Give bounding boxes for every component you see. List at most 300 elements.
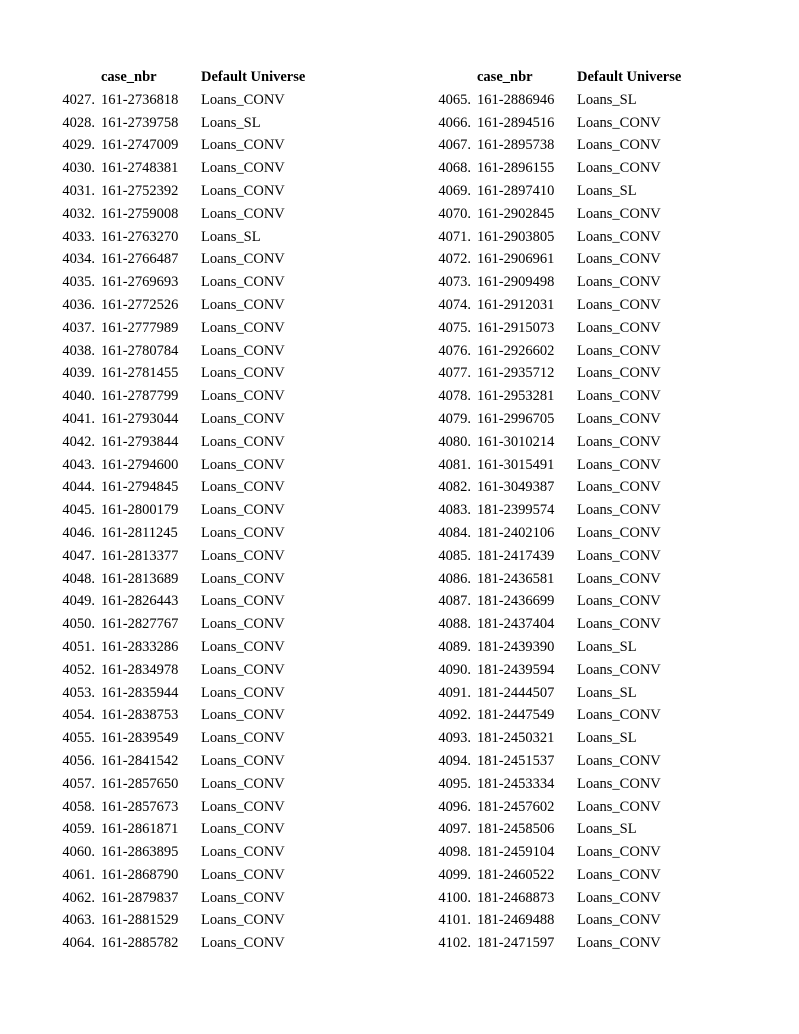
- case-number: 161-2800179: [101, 502, 179, 519]
- default-universe: Loans_SL: [201, 228, 261, 245]
- default-universe: Loans_CONV: [201, 752, 285, 769]
- default-universe: Loans_CONV: [201, 616, 285, 633]
- row-number: 4047.: [62, 547, 95, 564]
- table-row: [0, 362, 380, 385]
- case-number: 161-2906961: [477, 251, 555, 268]
- default-universe: Loans_CONV: [201, 251, 285, 268]
- row-number: 4090.: [438, 661, 471, 678]
- row-number: 4096.: [438, 798, 471, 815]
- table-row: [0, 796, 380, 819]
- case-number: 161-2935712: [477, 365, 555, 382]
- default-universe: Loans_CONV: [577, 228, 661, 245]
- case-number: 161-2996705: [477, 410, 555, 427]
- table-row: [0, 226, 380, 249]
- table-row: [376, 454, 756, 477]
- case-number: 161-2912031: [477, 296, 555, 313]
- row-number: 4070.: [438, 205, 471, 222]
- row-number: 4036.: [62, 296, 95, 313]
- table-row: [376, 568, 756, 591]
- case-number: 181-2439594: [477, 661, 555, 678]
- case-number: 161-2838753: [101, 707, 179, 724]
- row-number: 4076.: [438, 342, 471, 359]
- table-row: [376, 89, 756, 112]
- table-row: [0, 203, 380, 226]
- row-number: 4065.: [438, 91, 471, 108]
- table-row: [0, 841, 380, 864]
- table-row: [0, 727, 380, 750]
- default-universe: Loans_CONV: [577, 570, 661, 587]
- table-row: [376, 408, 756, 431]
- row-number: 4099.: [438, 866, 471, 883]
- default-universe: Loans_CONV: [201, 547, 285, 564]
- table-left: [0, 66, 380, 955]
- row-number: 4049.: [62, 593, 95, 610]
- default-universe: Loans_SL: [577, 730, 637, 747]
- table-row: [376, 682, 756, 705]
- case-number: 181-2447549: [477, 707, 555, 724]
- table-row: [376, 932, 756, 955]
- default-universe: Loans_CONV: [201, 730, 285, 747]
- table-row: [0, 112, 380, 135]
- table-row: [376, 909, 756, 932]
- default-universe: Loans_CONV: [577, 160, 661, 177]
- default-universe: Loans_CONV: [201, 570, 285, 587]
- table-row: [0, 909, 380, 932]
- default-universe: Loans_CONV: [201, 821, 285, 838]
- default-universe: Loans_CONV: [201, 91, 285, 108]
- row-number: 4098.: [438, 844, 471, 861]
- row-number: 4044.: [62, 479, 95, 496]
- row-number: 4048.: [62, 570, 95, 587]
- table-row: [0, 545, 380, 568]
- row-number: 4066.: [438, 114, 471, 131]
- row-number: 4091.: [438, 684, 471, 701]
- case-number: 161-3010214: [477, 433, 555, 450]
- default-universe: Loans_CONV: [201, 593, 285, 610]
- case-number: 161-2811245: [101, 524, 178, 541]
- table-body: [376, 89, 756, 955]
- default-universe: Loans_CONV: [201, 342, 285, 359]
- case-number: 161-2903805: [477, 228, 555, 245]
- row-number: 4041.: [62, 410, 95, 427]
- default-universe: Loans_CONV: [577, 502, 661, 519]
- table-row: [0, 659, 380, 682]
- case-number: 181-2444507: [477, 684, 555, 701]
- row-number: 4094.: [438, 752, 471, 769]
- table-row: [376, 887, 756, 910]
- row-number: 4061.: [62, 866, 95, 883]
- case-number: 181-2402106: [477, 524, 555, 541]
- row-number: 4059.: [62, 821, 95, 838]
- case-number: 161-2868790: [101, 866, 179, 883]
- row-number: 4034.: [62, 251, 95, 268]
- default-universe: Loans_CONV: [577, 342, 661, 359]
- case-number: 181-2458506: [477, 821, 555, 838]
- default-universe: Loans_CONV: [201, 638, 285, 655]
- row-number: 4084.: [438, 524, 471, 541]
- header-default-universe: Default Universe: [577, 69, 682, 85]
- row-number: 4092.: [438, 707, 471, 724]
- case-number: 181-2460522: [477, 866, 555, 883]
- table-row: [0, 773, 380, 796]
- row-number: 4055.: [62, 730, 95, 747]
- default-universe: Loans_CONV: [577, 707, 661, 724]
- row-number: 4042.: [62, 433, 95, 450]
- row-number: 4082.: [438, 479, 471, 496]
- table-row: [376, 294, 756, 317]
- case-number: 161-2953281: [477, 388, 555, 405]
- table-row: [376, 340, 756, 363]
- table-row: [0, 340, 380, 363]
- header-default-universe: Default Universe: [201, 69, 306, 85]
- row-number: 4067.: [438, 137, 471, 154]
- default-universe: Loans_CONV: [577, 251, 661, 268]
- default-universe: Loans_CONV: [201, 433, 285, 450]
- case-number: 161-2861871: [101, 821, 179, 838]
- case-number: 181-2417439: [477, 547, 555, 564]
- row-number: 4038.: [62, 342, 95, 359]
- case-number: 161-2766487: [101, 251, 179, 268]
- case-number: 161-2826443: [101, 593, 179, 610]
- default-universe: Loans_CONV: [201, 844, 285, 861]
- row-number: 4062.: [62, 889, 95, 906]
- table-row: [376, 499, 756, 522]
- default-universe: Loans_CONV: [201, 661, 285, 678]
- row-number: 4028.: [62, 114, 95, 131]
- table-row: [0, 818, 380, 841]
- row-number: 4081.: [438, 456, 471, 473]
- case-number: 161-2926602: [477, 342, 555, 359]
- table-row: [376, 590, 756, 613]
- case-number: 161-2772526: [101, 296, 179, 313]
- table-row: [0, 180, 380, 203]
- case-number: 161-2752392: [101, 182, 179, 199]
- case-number: 181-2471597: [477, 935, 555, 952]
- case-number: 181-2453334: [477, 775, 555, 792]
- default-universe: Loans_CONV: [201, 160, 285, 177]
- row-number: 4085.: [438, 547, 471, 564]
- default-universe: Loans_CONV: [577, 205, 661, 222]
- case-number: 161-2839549: [101, 730, 179, 747]
- row-number: 4074.: [438, 296, 471, 313]
- header-case-nbr: case_nbr: [101, 69, 157, 85]
- case-number: 181-2436699: [477, 593, 555, 610]
- case-number: 161-2780784: [101, 342, 179, 359]
- default-universe: Loans_CONV: [201, 296, 285, 313]
- case-number: 161-2813377: [101, 547, 179, 564]
- table-row: [376, 248, 756, 271]
- table-header: [0, 66, 380, 89]
- default-universe: Loans_CONV: [577, 433, 661, 450]
- default-universe: Loans_CONV: [577, 114, 661, 131]
- table-row: [376, 226, 756, 249]
- table-header: [376, 66, 756, 89]
- case-number: 181-2469488: [477, 912, 555, 929]
- table-row: [0, 704, 380, 727]
- case-number: 161-2863895: [101, 844, 179, 861]
- case-number: 161-2857650: [101, 775, 179, 792]
- table-row: [376, 431, 756, 454]
- case-number: 161-2902845: [477, 205, 555, 222]
- case-number: 161-3049387: [477, 479, 555, 496]
- case-number: 161-2881529: [101, 912, 179, 929]
- default-universe: Loans_CONV: [577, 775, 661, 792]
- case-number: 181-2436581: [477, 570, 555, 587]
- table-right: [376, 66, 756, 955]
- row-number: 4035.: [62, 274, 95, 291]
- table-row: [376, 841, 756, 864]
- case-number: 161-2885782: [101, 935, 179, 952]
- default-universe: Loans_CONV: [201, 889, 285, 906]
- table-row: [376, 134, 756, 157]
- row-number: 4077.: [438, 365, 471, 382]
- row-number: 4089.: [438, 638, 471, 655]
- table-row: [376, 773, 756, 796]
- table-row: [376, 112, 756, 135]
- table-row: [0, 317, 380, 340]
- case-number: 161-2759008: [101, 205, 179, 222]
- row-number: 4050.: [62, 616, 95, 633]
- row-number: 4100.: [438, 889, 471, 906]
- row-number: 4079.: [438, 410, 471, 427]
- table-row: [0, 636, 380, 659]
- row-number: 4056.: [62, 752, 95, 769]
- table-row: [0, 134, 380, 157]
- default-universe: Loans_CONV: [201, 274, 285, 291]
- row-number: 4073.: [438, 274, 471, 291]
- case-number: 161-2813689: [101, 570, 179, 587]
- case-number: 181-2439390: [477, 638, 555, 655]
- row-number: 4064.: [62, 935, 95, 952]
- default-universe: Loans_SL: [577, 91, 637, 108]
- row-number: 4080.: [438, 433, 471, 450]
- default-universe: Loans_CONV: [201, 775, 285, 792]
- case-number: 161-3015491: [477, 456, 555, 473]
- row-number: 4068.: [438, 160, 471, 177]
- table-row: [376, 362, 756, 385]
- case-number: 181-2451537: [477, 752, 555, 769]
- table-row: [376, 750, 756, 773]
- default-universe: Loans_SL: [577, 182, 637, 199]
- table-row: [0, 271, 380, 294]
- default-universe: Loans_CONV: [201, 479, 285, 496]
- row-number: 4033.: [62, 228, 95, 245]
- default-universe: Loans_CONV: [577, 365, 661, 382]
- table-row: [376, 796, 756, 819]
- table-row: [376, 727, 756, 750]
- table-row: [376, 476, 756, 499]
- case-number: 161-2748381: [101, 160, 179, 177]
- case-number: 161-2763270: [101, 228, 179, 245]
- row-number: 4040.: [62, 388, 95, 405]
- case-number: 161-2794600: [101, 456, 179, 473]
- table-row: [376, 864, 756, 887]
- row-number: 4046.: [62, 524, 95, 541]
- case-number: 161-2896155: [477, 160, 555, 177]
- row-number: 4072.: [438, 251, 471, 268]
- table-row: [0, 568, 380, 591]
- default-universe: Loans_CONV: [577, 319, 661, 336]
- row-number: 4101.: [438, 912, 471, 929]
- default-universe: Loans_CONV: [577, 296, 661, 313]
- row-number: 4043.: [62, 456, 95, 473]
- default-universe: Loans_CONV: [577, 593, 661, 610]
- row-number: 4093.: [438, 730, 471, 747]
- default-universe: Loans_CONV: [201, 798, 285, 815]
- table-row: [0, 385, 380, 408]
- default-universe: Loans_CONV: [201, 456, 285, 473]
- table-row: [376, 203, 756, 226]
- case-number: 161-2781455: [101, 365, 179, 382]
- case-number: 161-2915073: [477, 319, 555, 336]
- default-universe: Loans_CONV: [577, 912, 661, 929]
- default-universe: Loans_CONV: [201, 410, 285, 427]
- case-number: 161-2827767: [101, 616, 179, 633]
- default-universe: Loans_SL: [577, 821, 637, 838]
- case-number: 181-2457602: [477, 798, 555, 815]
- row-number: 4097.: [438, 821, 471, 838]
- header-case-nbr: case_nbr: [477, 69, 533, 85]
- default-universe: Loans_CONV: [577, 866, 661, 883]
- case-number: 161-2747009: [101, 137, 179, 154]
- case-number: 161-2897410: [477, 182, 555, 199]
- default-universe: Loans_CONV: [577, 661, 661, 678]
- case-number: 161-2793844: [101, 433, 179, 450]
- default-universe: Loans_CONV: [577, 274, 661, 291]
- table-row: [0, 454, 380, 477]
- case-number: 181-2450321: [477, 730, 555, 747]
- row-number: 4086.: [438, 570, 471, 587]
- case-number: 181-2437404: [477, 616, 555, 633]
- default-universe: Loans_CONV: [577, 752, 661, 769]
- default-universe: Loans_CONV: [201, 912, 285, 929]
- row-number: 4069.: [438, 182, 471, 199]
- default-universe: Loans_CONV: [201, 365, 285, 382]
- table-row: [376, 613, 756, 636]
- table-row: [376, 659, 756, 682]
- table-row: [0, 522, 380, 545]
- default-universe: Loans_CONV: [577, 935, 661, 952]
- default-universe: Loans_CONV: [577, 547, 661, 564]
- table-row: [0, 431, 380, 454]
- case-number: 181-2459104: [477, 844, 555, 861]
- case-number: 161-2895738: [477, 137, 555, 154]
- row-number: 4095.: [438, 775, 471, 792]
- default-universe: Loans_CONV: [201, 502, 285, 519]
- default-universe: Loans_CONV: [201, 866, 285, 883]
- table-row: [376, 545, 756, 568]
- case-number: 181-2399574: [477, 502, 555, 519]
- default-universe: Loans_CONV: [577, 388, 661, 405]
- table-row: [0, 682, 380, 705]
- row-number: 4057.: [62, 775, 95, 792]
- table-row: [376, 157, 756, 180]
- default-universe: Loans_CONV: [577, 844, 661, 861]
- row-number: 4051.: [62, 638, 95, 655]
- case-number: 161-2909498: [477, 274, 555, 291]
- default-universe: Loans_CONV: [201, 182, 285, 199]
- case-number: 181-2468873: [477, 889, 555, 906]
- default-universe: Loans_CONV: [577, 616, 661, 633]
- table-row: [376, 271, 756, 294]
- default-universe: Loans_CONV: [577, 456, 661, 473]
- table-row: [0, 932, 380, 955]
- row-number: 4078.: [438, 388, 471, 405]
- row-number: 4063.: [62, 912, 95, 929]
- case-number: 161-2787799: [101, 388, 179, 405]
- table-row: [0, 750, 380, 773]
- default-universe: Loans_CONV: [577, 137, 661, 154]
- default-universe: Loans_CONV: [201, 319, 285, 336]
- case-number: 161-2841542: [101, 752, 179, 769]
- table-row: [376, 180, 756, 203]
- table-row: [376, 818, 756, 841]
- table-row: [0, 89, 380, 112]
- table-row: [0, 864, 380, 887]
- case-number: 161-2834978: [101, 661, 179, 678]
- case-number: 161-2769693: [101, 274, 179, 291]
- default-universe: Loans_CONV: [201, 684, 285, 701]
- default-universe: Loans_CONV: [577, 410, 661, 427]
- default-universe: Loans_CONV: [577, 479, 661, 496]
- case-number: 161-2777989: [101, 319, 179, 336]
- row-number: 4071.: [438, 228, 471, 245]
- case-number: 161-2857673: [101, 798, 179, 815]
- table-row: [0, 476, 380, 499]
- case-number: 161-2886946: [477, 91, 555, 108]
- default-universe: Loans_CONV: [201, 707, 285, 724]
- row-number: 4032.: [62, 205, 95, 222]
- row-number: 4031.: [62, 182, 95, 199]
- row-number: 4030.: [62, 160, 95, 177]
- row-number: 4045.: [62, 502, 95, 519]
- default-universe: Loans_SL: [577, 684, 637, 701]
- default-universe: Loans_CONV: [577, 524, 661, 541]
- table-row: [376, 385, 756, 408]
- table-row: [376, 522, 756, 545]
- table-row: [376, 317, 756, 340]
- case-number: 161-2794845: [101, 479, 179, 496]
- table-row: [0, 887, 380, 910]
- case-number: 161-2739758: [101, 114, 179, 131]
- table-row: [0, 248, 380, 271]
- case-number: 161-2894516: [477, 114, 555, 131]
- row-number: 4037.: [62, 319, 95, 336]
- default-universe: Loans_CONV: [201, 205, 285, 222]
- table-row: [0, 294, 380, 317]
- table-row: [376, 704, 756, 727]
- default-universe: Loans_CONV: [201, 524, 285, 541]
- row-number: 4054.: [62, 707, 95, 724]
- case-number: 161-2736818: [101, 91, 179, 108]
- default-universe: Loans_SL: [577, 638, 637, 655]
- row-number: 4083.: [438, 502, 471, 519]
- default-universe: Loans_CONV: [577, 798, 661, 815]
- table-row: [0, 613, 380, 636]
- row-number: 4060.: [62, 844, 95, 861]
- row-number: 4052.: [62, 661, 95, 678]
- table-row: [376, 636, 756, 659]
- case-number: 161-2793044: [101, 410, 179, 427]
- case-number: 161-2833286: [101, 638, 179, 655]
- default-universe: Loans_CONV: [201, 935, 285, 952]
- row-number: 4102.: [438, 935, 471, 952]
- table-row: [0, 499, 380, 522]
- table-row: [0, 157, 380, 180]
- default-universe: Loans_SL: [201, 114, 261, 131]
- row-number: 4075.: [438, 319, 471, 336]
- row-number: 4087.: [438, 593, 471, 610]
